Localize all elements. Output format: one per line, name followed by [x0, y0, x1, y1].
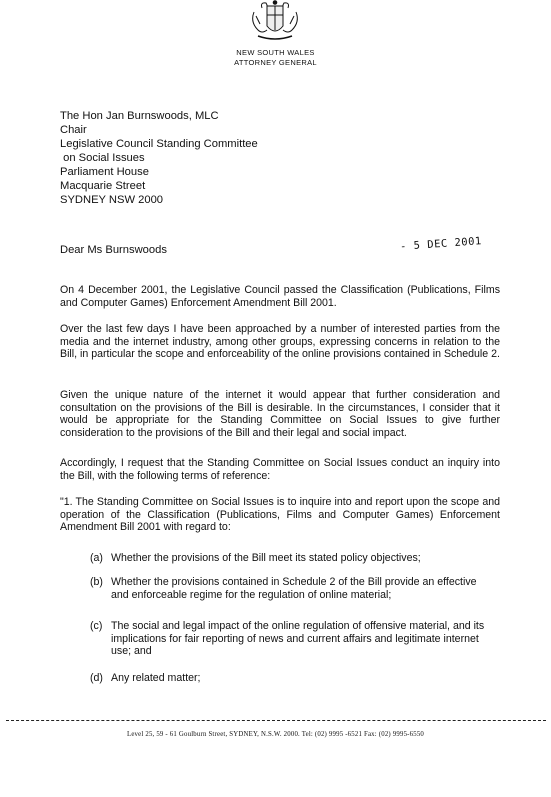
paragraph-3: Given the unique nature of the internet it would appear that further consideration and consultation on the provisions of the Bill is desirable. In the circumstances, I consider that it would be appropriate for the Standing Committee on Social Issues to give further consideration to the provisions of the Bill and their legal and social impact. — [60, 389, 500, 439]
paragraph-4: Accordingly, I request that the Standing Committee on Social Issues conduct an inquiry into the Bill, with the following terms of reference: — [60, 457, 500, 482]
list-item-label: (c) — [90, 620, 103, 632]
paragraph-2: Over the last few days I have been approached by a number of interested parties from the media and the internet industry, among other groups, expressing concerns in relation to the Bill, in particular the scope and enforceability of the online provisions contained in Schedule 2. — [60, 323, 500, 361]
list-item-label: (a) — [90, 552, 103, 564]
recipient-line: Chair — [60, 124, 87, 136]
date-stamp: - 5 DEC 2001 — [399, 235, 483, 253]
list-item — [90, 620, 498, 658]
crest-icon — [240, 0, 310, 46]
list-item-text: Whether the provisions of the Bill meet its stated policy objectives; — [111, 552, 421, 564]
list-item — [90, 552, 498, 565]
recipient-line: Legislative Council Standing Committee — [60, 138, 258, 150]
paragraph-5: "1. The Standing Committee on Social Issues is to inquire into and report upon the scope and operation of the Classification (Publications, Films and Computer Games) Enforcement Amendment Bill 2001 with regard to: — [60, 496, 500, 534]
recipient-line: The Hon Jan Burnswoods, MLC — [60, 110, 219, 122]
paragraph-1: On 4 December 2001, the Legislative Council passed the Classification (Publications, Films and Computer Games) Enforcement Amendment Bill 2001. — [60, 284, 500, 309]
list-item-text: Any related matter; — [111, 672, 201, 684]
list-item — [90, 576, 498, 601]
list-item-text: The social and legal impact of the online regulation of offensive material, and its implications for fair reporting of news and current affairs and legitimate internet use; and — [111, 620, 485, 658]
list-item-label: (d) — [90, 672, 103, 684]
list-item-text: Whether the provisions contained in Schedule 2 of the Bill provide an effective and enforceable regime for the regulation of online material; — [111, 576, 477, 601]
recipient-line: Macquarie Street — [60, 180, 146, 192]
recipient-line: SYDNEY NSW 2000 — [60, 194, 164, 206]
footer-address: Level 25, 59 - 61 Goulburn Street, SYDNEY, N.S.W. 2000. Tel: (02) 9995 -6521 Fax: (02) 9995-6550 — [126, 731, 425, 738]
salutation: Dear Ms Burnswoods — [60, 244, 167, 256]
recipient-line: Parliament House — [60, 166, 149, 178]
letterhead-state: NEW SOUTH WALES — [236, 48, 315, 57]
letterhead-office: ATTORNEY GENERAL — [234, 58, 317, 67]
recipient-line: on Social Issues — [60, 152, 145, 164]
footer-divider — [6, 720, 546, 721]
list-item — [90, 672, 498, 685]
list-item-label: (b) — [90, 576, 103, 588]
recipient-address — [60, 109, 258, 207]
